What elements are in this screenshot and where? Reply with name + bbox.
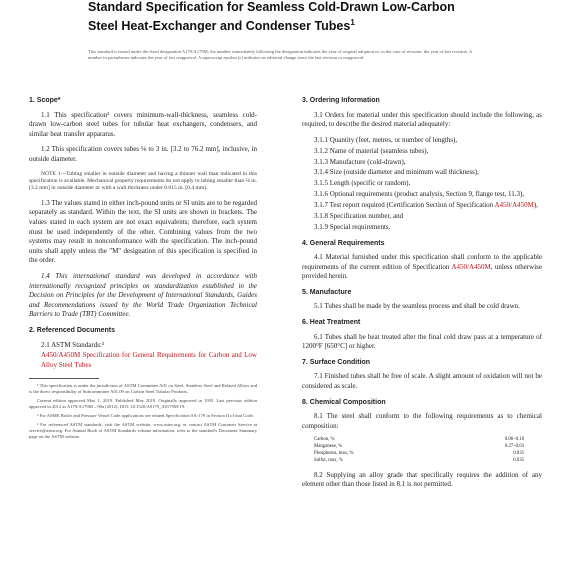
footnote-2: ² For ASME Boiler and Pressure Vessel Code applications see related Specification SA-179 in Section II of that Code. <box>37 413 255 419</box>
section-heading-heat-treatment: 6. Heat Treatment <box>302 319 361 327</box>
paragraph-1-4: 1.4 This international standard was developed in accordance with internationally recognized principles on standardization established in the Decision on Principles for the Development of International Standards, Guides and Recommendations issued by the World Trade Organization Technical Barriers to Trade (TBT) Committee. <box>29 271 257 319</box>
section-heading-surface-condition: 7. Surface Condition <box>302 358 371 366</box>
list-item: 3.1.3 Manufacture (cold-drawn), <box>314 157 406 166</box>
preamble-note: This standard is issued under the fixed designation A179/A179M; the number immediately following the designation indicates the year of original adoption or, in the case of revision, the year of last revision. A number in parentheses indicates the year of last reapproval. A superscript epsilon (ε) indicates an editorial change since the last revision or reapproval. <box>88 49 472 60</box>
paragraph-1-2: 1.2 This specification covers tubes ⅛ to 3 in. [3.2 to 76.2 mm], inclusive, in outside diameter. <box>29 145 257 163</box>
reference-link-a450[interactable]: A450/A450M <box>41 351 81 360</box>
list-item: 3.1.2 Name of material (seamless tubes), <box>314 146 429 155</box>
paragraph-1-3: 1.3 The values stated in either inch-pound units or SI units are to be regarded separately as standard. Within the text, the SI units are shown in brackets. The values stated in each system are not exact equivalents; therefore, each system must be used independently of the other. Combining values from the two systems may result in nonconformance with the specification. The inch-pound units shall apply unless the "M" designation of this specification is specified in the order. <box>29 198 257 265</box>
chemical-composition-table <box>314 437 524 464</box>
reference-link-a450[interactable]: A450/A450M <box>494 201 534 210</box>
list-item: 3.1.6 Optional requirements (product analysis, Section 9, flange test, 11.3), <box>314 190 525 199</box>
paragraph-6-1: 6.1 Tubes shall be heat treated after the final cold draw pass at a temperature of 1200°F [650°C] or higher. <box>302 332 542 351</box>
right-column <box>302 96 542 496</box>
table-row: Carbon, % 0.06–0.18 <box>314 437 524 443</box>
astm-standards-label: 2.1 ASTM Standards:³ <box>41 340 104 349</box>
footnote-1: ¹ This specification is under the jurisdiction of ASTM Committee A01 on Steel, Stainless Steel and Related Alloys and is the direct responsibility of Subcommittee A01.09 on Carbon Steel Tubular Products. <box>29 383 257 395</box>
section-heading-general-requirements: 4. General Requirements <box>302 239 385 247</box>
paragraph-5-1: 5.1 Tubes shall be made by the seamless process and shall be cold drawn. <box>314 302 520 311</box>
title-footnote-marker: 1 <box>350 18 355 27</box>
footnote-3: ³ For referenced ASTM standards, visit the ASTM website, www.astm.org, or contact ASTM Customer Service at service@astm.org. For Annual Book of ASTM Standards volume information, refer to the standard's Document Summary page on the ASTM website. <box>29 421 257 440</box>
section-heading-ordering: 3. Ordering Information <box>302 97 380 104</box>
reference-link-a450[interactable]: A450/A450M <box>451 262 491 271</box>
list-item: 3.1.5 Length (specific or random), <box>314 179 411 188</box>
paragraph-3-1: 3.1 Orders for material under this specification should include the following, as required, to describe the desired material adequately: <box>302 110 542 129</box>
table-row: Sulfur, max, % 0.035 <box>314 457 524 463</box>
note-1: NOTE 1—Tubing smaller in outside diameter and having a thinner wall than indicated in this specification is available. Mechanical property requirements do not apply to tubing smaller than ⅛ in. [3.2 mm] in outside diameter or with a wall thickness under 0.015 in. [0.4 mm]. <box>29 170 257 192</box>
table-row: Phosphorus, max, % 0.035 <box>314 451 524 456</box>
list-item: 3.1.1 Quantity (feet, metres, or number of lengths), <box>314 135 458 144</box>
left-column <box>29 96 257 443</box>
paragraph-8-2: 8.2 Supplying an alloy grade that specifically requires the addition of any element other than those listed in 8.1 is not permitted. <box>302 470 542 489</box>
section-heading-manufacture: 5. Manufacture <box>302 288 352 296</box>
document-title: Standard Specification for Seamless Cold-Drawn Low-Carbon Steel Heat-Exchanger and Condenser Tubes$^1$ <box>88 0 455 34</box>
list-item: 3.1.9 Special requirements. <box>314 222 391 231</box>
paragraph-4-1: 4.1 Material furnished under this specification shall conform to the applicable requirements of the current edition of Specification A450/A450M, unless otherwise provided herein. <box>302 253 543 281</box>
list-item: 3.1.8 Specification number, and <box>314 212 404 221</box>
footnote-divider <box>29 378 99 379</box>
section-heading-referenced-documents: 2. Referenced Documents <box>29 326 115 334</box>
paragraph-7-1: 7.1 Finished tubes shall be free of scale. A slight amount of oxidation will not be considered as scale. <box>302 372 542 391</box>
paragraph-1-1: 1.1 This specification² covers minimum-wall-thickness, seamless cold-drawn low-carbon steel tubes for tubular heat exchangers, condensers, and similar heat transfer apparatus. <box>29 110 257 138</box>
section-heading-chemical-composition: 8. Chemical Composition <box>302 398 386 406</box>
list-item-3-1-7: 3.1.7 Test report required (Certification Section of Specification A450/A450M), <box>314 201 538 210</box>
table-row: Manganese, % 0.27–0.63 <box>314 444 524 450</box>
reference-a450[interactable]: A450/A450M Specification for General Requirements for Carbon and Low Alloy Steel Tubes <box>41 351 257 369</box>
footnote-1-edition: Current edition approved May 1, 2019. Published May 2019. Originally approved in 1935. Last previous edition approved in 2012 as A179/A179M – 90a (2012). DOI: 10.1520/A0179_A0179M-19. <box>29 398 257 410</box>
section-heading-scope: 1. Scope* <box>29 97 61 104</box>
list-item: 3.1.4 Size (outside diameter and minimum wall thickness), <box>314 168 479 177</box>
paragraph-8-1: 8.1 The steel shall conform to the following requirements as to chemical composition: <box>302 412 542 430</box>
